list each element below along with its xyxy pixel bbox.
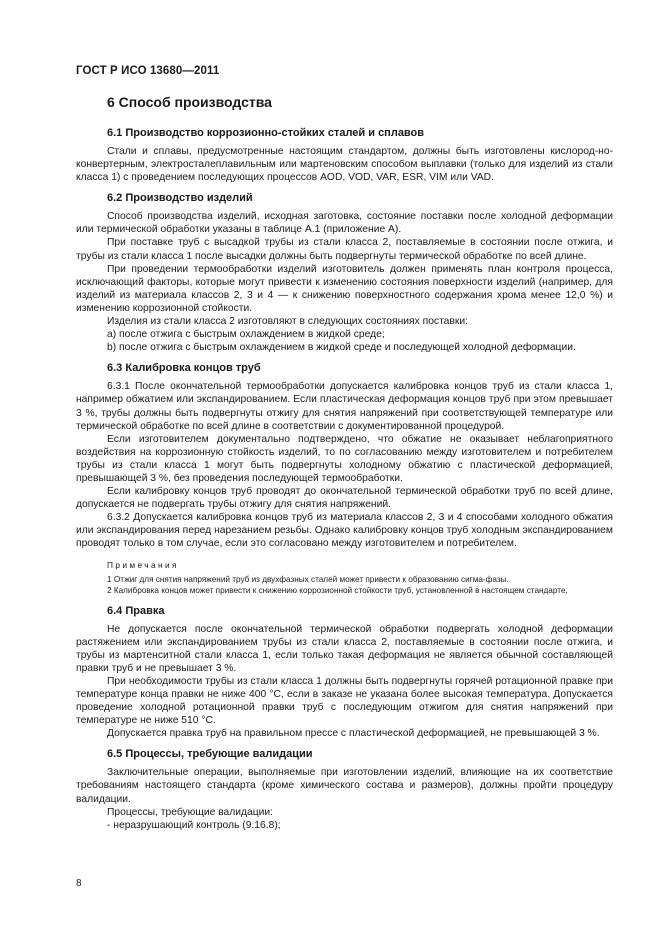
paragraph: При проведении термообработки изделий изготовитель должен применять план контроля процесса, исключающий факторы, которые могут привести к изменению состояния поверхности изделий (например, для изделий из материала классов 2, 3 и 4 — к снижению поверхностного содержания хрома менее 12,0 %) и изменению коррозионной стойкости. [76, 263, 613, 314]
note-item: 1 Отжиг для снятия напряжений труб из двухфазных сталей может привести к образованию сигма-фазы. [107, 574, 509, 584]
page-content [76, 94, 613, 832]
paragraph: Если калибровку концов труб проводят до окончательной термической обработки труб по всей длине, допускается не подвергать трубы отжигу для снятия напряжений. [76, 486, 613, 511]
list-item: a) после отжига с быстрым охлаждением в жидкой среде; [107, 329, 385, 341]
paragraph: Не допускается после окончательной термической обработки подвергать холодной деформации растяжением или экспандированием трубы из стали класса 2, поставляемые в состоянии после отжига, и трубы из мартенситной стали класса 1, если только такая деформация не является обычной составляющей правки труб и не превышает 3 %. [76, 623, 613, 674]
paragraph: При необходимости трубы из стали класса 1 должны быть подвергнуты горячей ротационной правке при температуре конца правки не ниже 400 °С, если в заказе не указана более высокая температура. Допускается проведение холодной ротационной правки труб с последующим отжигом для снятия напряжений при температуре не ниже 510 °С. [76, 675, 613, 727]
section-6-1-title: 6.1 Производство коррозионно-стойких сталей и сплавов [107, 127, 425, 139]
list-item: b) после отжига с быстрым охлаждением в жидкой среде и последующей холодной деформации. [107, 342, 576, 354]
paragraph: Если изготовителем документально подтверждено, что обжатие не оказывает неблагоприятного воздействия на коррозионную стойкость изделий, то по согласованию между изготовителем и потребителем трубы из стали класса 1 могут быть подвергнуты холодному обжатию с пластической деформацией, превышающей 3 %, без проведения последующей термообработки. [76, 433, 613, 484]
list-item: - неразрушающий контроль (9.16.8); [107, 819, 281, 831]
note-item: 2 Калибровка концов может привести к снижению коррозионной стойкости труб, установленной в настоящем стандарте. [107, 585, 568, 595]
paragraph: Изделия из стали класса 2 изготовляют в следующих состояниях поставки: [107, 316, 468, 328]
paragraph: Стали и сплавы, предусмотренные настоящим стандартом, должны быть изготовлены кислород-но-конвертерным, электросталеплавильным или мартеновским способом выплавки (только для изделий из стали класса 1) с проведением последующих процессов AOD, VOD, VAR, ESR, VIM или VAD. [76, 146, 613, 184]
paragraph: Допускается правка труб на правильном прессе с пластической деформацией, не превышающей 3 %. [107, 728, 600, 740]
page-number: 8 [76, 878, 82, 889]
standard-header: ГОСТ Р ИСО 13680—2011 [76, 65, 220, 77]
notes-title: Примечания [107, 559, 179, 570]
paragraph: 6.3.1 После окончательной термообработки допускается калибровка концов труб из стали класса 1, например обжатием или экспандированием. Если пластическая деформация концов труб при этом превышает 3 %, трубы должны быть подвергнуты отжигу для снятия напряжений при соответствующей температуре или термической обработке по всей длине в соответствии с документированной процедурой. [76, 381, 613, 432]
notes-block [76, 560, 613, 596]
paragraph: Процессы, требующие валидации: [107, 806, 274, 818]
paragraph: Заключительные операции, выполняемые при изготовлении изделий, влияющие на их соответствие требованиям настоящего стандарта (кроме химического состава и размеров), должны пройти процедуру валидации. [76, 767, 613, 805]
paragraph: При поставке труб с высадкой трубы из стали класса 2, поставляемые в состоянии после отжига, и трубы из стали класса 1 после высадки должны быть подвергнуты термической обработке по всей длине. [76, 237, 613, 262]
section-6-title: 6 Способ производства [107, 94, 272, 110]
section-6-2-title: 6.2 Производство изделий [107, 192, 253, 205]
paragraph: 6.3.2 Допускается калибровка концов труб из материала классов 2, 3 и 4 способами холодного обжатия или экспандирования перед нарезанием резьбы. Однако калибровку концов труб холодным экспандированием проводят только в том случае, если это согласовано между изготовителем и потребителем. [76, 512, 613, 550]
paragraph: Способ производства изделий, исходная заготовка, состояние поставки после холодной деформации или термической обработки указаны в таблице А.1 (приложение А). [76, 211, 613, 236]
section-6-3-title: 6.3 Калибровка концов труб [107, 362, 261, 375]
section-6-5-title: 6.5 Процессы, требующие валидации [107, 748, 313, 761]
section-6-4-title: 6.4 Правка [107, 604, 165, 617]
